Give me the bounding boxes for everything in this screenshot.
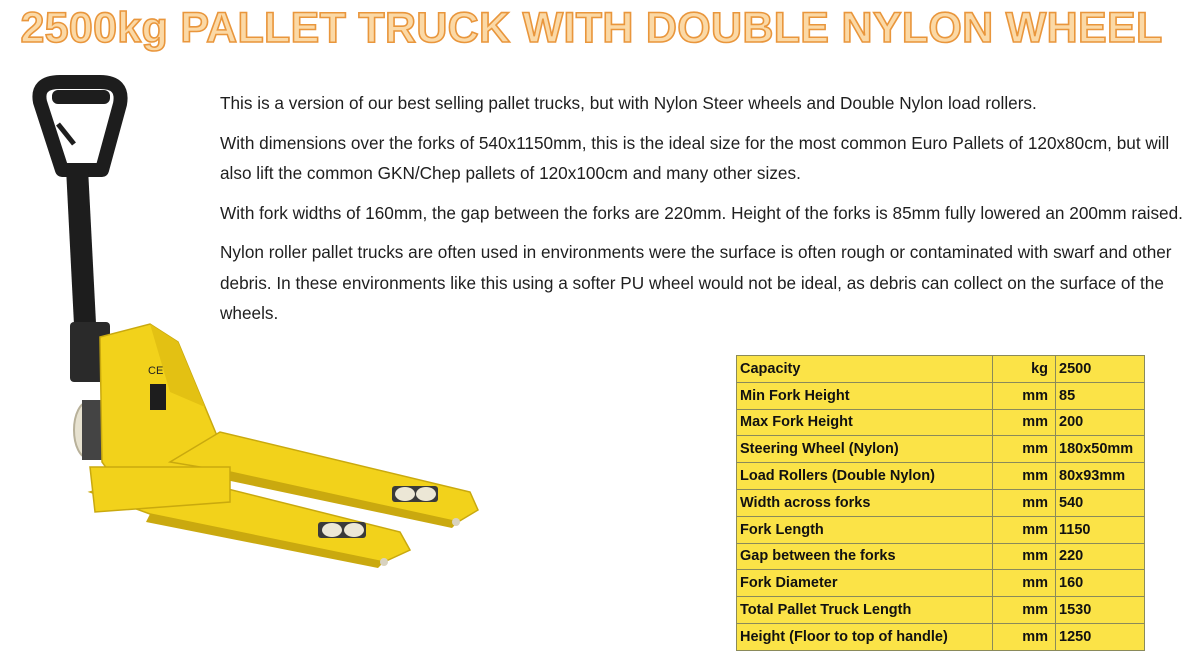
table-row	[737, 356, 1145, 383]
table-row	[737, 543, 1145, 570]
spec-label: Fork Diameter	[737, 570, 993, 597]
spec-label: Max Fork Height	[737, 409, 993, 436]
spec-value: 85	[1056, 382, 1145, 409]
spec-label: Min Fork Height	[737, 382, 993, 409]
handle-grip	[52, 90, 110, 104]
specifications-table	[736, 355, 1145, 651]
spec-value: 180x50mm	[1056, 436, 1145, 463]
page-title: 2500kg PALLET TRUCK WITH DOUBLE NYLON WHEEL	[20, 4, 1163, 52]
spec-unit: kg	[993, 356, 1056, 383]
table-row	[737, 382, 1145, 409]
spec-unit: mm	[993, 382, 1056, 409]
spec-label: Total Pallet Truck Length	[737, 597, 993, 624]
spec-value: 220	[1056, 543, 1145, 570]
spec-unit: mm	[993, 597, 1056, 624]
description-paragraph: With fork widths of 160mm, the gap between the forks are 220mm. Height of the forks is 85mm fully lowered an 200mm raised.	[220, 202, 1183, 223]
spec-unit: mm	[993, 436, 1056, 463]
ce-mark: CE	[148, 365, 164, 377]
spec-label: Width across forks	[737, 489, 993, 516]
spec-unit: mm	[993, 463, 1056, 490]
release-lever	[58, 124, 74, 144]
spec-unit: mm	[993, 623, 1056, 650]
spec-label: Gap between the forks	[737, 543, 993, 570]
spec-unit: mm	[993, 543, 1056, 570]
spec-value: 540	[1056, 489, 1145, 516]
spec-unit: mm	[993, 489, 1056, 516]
table-row	[737, 463, 1145, 490]
spec-label: Load Rollers (Double Nylon)	[737, 463, 993, 490]
spec-value: 160	[1056, 570, 1145, 597]
spec-unit: mm	[993, 409, 1056, 436]
spec-value: 200	[1056, 409, 1145, 436]
table-row	[737, 409, 1145, 436]
table-row	[737, 570, 1145, 597]
spec-label: Steering Wheel (Nylon)	[737, 436, 993, 463]
table-row	[737, 516, 1145, 543]
spec-value: 80x93mm	[1056, 463, 1145, 490]
description-paragraph: With dimensions over the forks of 540x1150mm, this is the ideal size for the most common Euro Pallets of 120x80cm, but will also lift the common GKN/Chep pallets of 120x100cm and many other sizes.	[220, 132, 1170, 183]
spec-value: 1250	[1056, 623, 1145, 650]
product-description	[220, 88, 1183, 338]
spec-value: 1530	[1056, 597, 1145, 624]
spec-label: Fork Length	[737, 516, 993, 543]
table-row	[737, 489, 1145, 516]
spec-unit: mm	[993, 516, 1056, 543]
description-paragraph: This is a version of our best selling pallet trucks, but with Nylon Steer wheels and Double Nylon load rollers.	[220, 93, 1037, 113]
spec-value: 2500	[1056, 356, 1145, 383]
spec-label: Height (Floor to top of handle)	[737, 623, 993, 650]
table-row	[737, 623, 1145, 650]
spec-value: 1150	[1056, 516, 1145, 543]
spec-label: Capacity	[737, 356, 993, 383]
spec-unit: mm	[993, 570, 1056, 597]
description-paragraph: Nylon roller pallet trucks are often used in environments were the surface is often rough or contaminated with swarf and other debris. In these environments like this using a softer PU wheel would not be ideal, as debris can collect on the surface of the wheels.	[220, 242, 1172, 323]
table-row	[737, 597, 1145, 624]
table-row	[737, 436, 1145, 463]
